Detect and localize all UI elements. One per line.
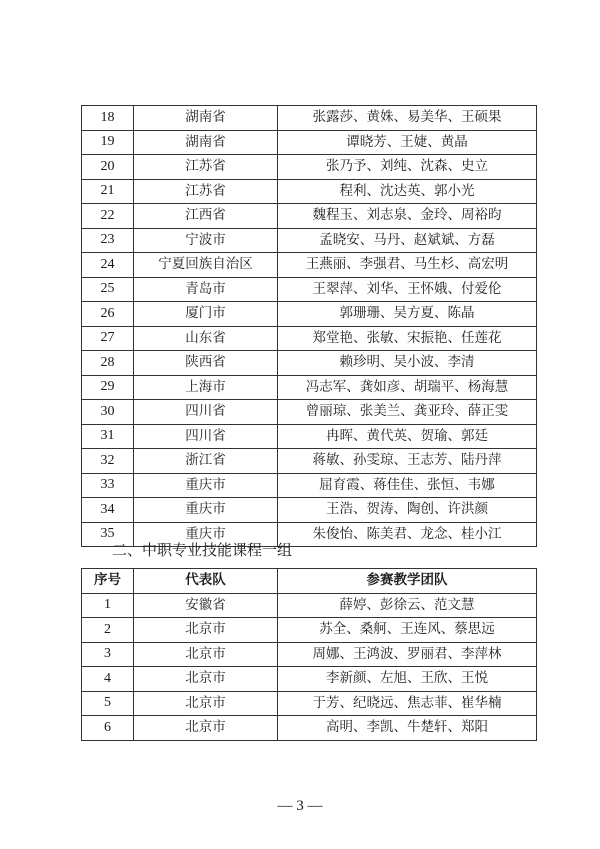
- header-members: 参赛教学团队: [278, 569, 537, 594]
- members-cell: 赖珍明、吴小波、李清: [278, 351, 537, 376]
- members-cell: 周娜、王鸿波、罗丽君、李萍林: [278, 642, 537, 667]
- table-row: [82, 351, 537, 376]
- team-cell: 青岛市: [134, 277, 278, 302]
- team-cell: 北京市: [134, 667, 278, 692]
- serial-number-cell: 18: [82, 106, 134, 131]
- team-cell: 北京市: [134, 716, 278, 741]
- serial-number-cell: 6: [82, 716, 134, 741]
- table-row: [82, 106, 537, 131]
- table-row: [82, 130, 537, 155]
- members-cell: 谭晓芳、王婕、黄晶: [278, 130, 537, 155]
- members-cell: 高明、李凯、牛楚轩、郑阳: [278, 716, 537, 741]
- members-cell: 王燕丽、李强君、马生杉、高宏明: [278, 253, 537, 278]
- serial-number-cell: 2: [82, 618, 134, 643]
- members-cell: 苏全、桑舸、王连风、蔡思远: [278, 618, 537, 643]
- team-cell: 山东省: [134, 326, 278, 351]
- team-cell: 四川省: [134, 424, 278, 449]
- serial-number-cell: 28: [82, 351, 134, 376]
- team-cell: 安徽省: [134, 593, 278, 618]
- members-cell: 朱俊怡、陈美君、龙念、桂小江: [278, 522, 537, 547]
- table-row: [82, 277, 537, 302]
- members-cell: 王浩、贺涛、陶创、许洪颜: [278, 498, 537, 523]
- members-cell: 张乃予、刘纯、沈森、史立: [278, 155, 537, 180]
- members-cell: 孟晓安、马丹、赵斌斌、方磊: [278, 228, 537, 253]
- team-cell: 江苏省: [134, 179, 278, 204]
- team-cell: 湖南省: [134, 130, 278, 155]
- members-cell: 冉晖、黄代英、贺瑜、郭廷: [278, 424, 537, 449]
- serial-number-cell: 21: [82, 179, 134, 204]
- table-row: [82, 667, 537, 692]
- team-cell: 宁波市: [134, 228, 278, 253]
- team-cell: 陕西省: [134, 351, 278, 376]
- table-row: [82, 424, 537, 449]
- table-row: [82, 618, 537, 643]
- serial-number-cell: 3: [82, 642, 134, 667]
- members-cell: 张露莎、黄姝、易美华、王硕果: [278, 106, 537, 131]
- members-cell: 魏程玉、刘志泉、金玲、周裕昀: [278, 204, 537, 229]
- serial-number-cell: 22: [82, 204, 134, 229]
- serial-number-cell: 23: [82, 228, 134, 253]
- team-cell: 湖南省: [134, 106, 278, 131]
- table-row: [82, 449, 537, 474]
- team-cell: 四川省: [134, 400, 278, 425]
- serial-number-cell: 35: [82, 522, 134, 547]
- serial-number-cell: 19: [82, 130, 134, 155]
- team-cell: 重庆市: [134, 473, 278, 498]
- table-row: [82, 155, 537, 180]
- serial-number-cell: 5: [82, 691, 134, 716]
- team-cell: 北京市: [134, 642, 278, 667]
- members-cell: 薛婷、彭徐云、范文慧: [278, 593, 537, 618]
- members-cell: 于芳、纪晓远、焦志菲、崔华楠: [278, 691, 537, 716]
- members-cell: 冯志军、龚如彦、胡瑞平、杨海慧: [278, 375, 537, 400]
- table-row: [82, 204, 537, 229]
- table-row: [82, 716, 537, 741]
- serial-number-cell: 20: [82, 155, 134, 180]
- table-row: [82, 498, 537, 523]
- table-row: [82, 302, 537, 327]
- team-cell: 江西省: [134, 204, 278, 229]
- members-cell: 郭珊珊、吴方夏、陈晶: [278, 302, 537, 327]
- members-cell: 曾丽琼、张美兰、龚亚玲、薛正雯: [278, 400, 537, 425]
- serial-number-cell: 1: [82, 593, 134, 618]
- table-row: [82, 253, 537, 278]
- serial-number-cell: 27: [82, 326, 134, 351]
- page-number: — 3 —: [277, 798, 323, 814]
- members-cell: 郑堂艳、张敏、宋振艳、任莲花: [278, 326, 537, 351]
- members-cell: 李新颜、左旭、王欣、王悦: [278, 667, 537, 692]
- table-row: [82, 400, 537, 425]
- team-cell: 浙江省: [134, 449, 278, 474]
- team-cell: 上海市: [134, 375, 278, 400]
- team-cell: 江苏省: [134, 155, 278, 180]
- team-cell: 宁夏回族自治区: [134, 253, 278, 278]
- header-team: 代表队: [134, 569, 278, 594]
- table-row: [82, 642, 537, 667]
- serial-number-cell: 33: [82, 473, 134, 498]
- team-cell: 厦门市: [134, 302, 278, 327]
- serial-number-cell: 34: [82, 498, 134, 523]
- members-cell: 蒋敏、孙雯琼、王志芳、陆丹萍: [278, 449, 537, 474]
- header-serial-number: 序号: [82, 569, 134, 594]
- team-cell: 重庆市: [134, 522, 278, 547]
- table-row: [82, 179, 537, 204]
- table-row: [82, 473, 537, 498]
- table-header-row: [82, 569, 537, 594]
- serial-number-cell: 4: [82, 667, 134, 692]
- table-row: [82, 691, 537, 716]
- serial-number-cell: 30: [82, 400, 134, 425]
- team-cell: 重庆市: [134, 498, 278, 523]
- team-table-continued: [81, 105, 537, 547]
- table-row: [82, 228, 537, 253]
- serial-number-cell: 32: [82, 449, 134, 474]
- table-row: [82, 375, 537, 400]
- table-row: [82, 593, 537, 618]
- table-row: [82, 326, 537, 351]
- serial-number-cell: 25: [82, 277, 134, 302]
- serial-number-cell: 26: [82, 302, 134, 327]
- team-cell: 北京市: [134, 618, 278, 643]
- section-heading: 二、中职专业技能课程一组: [112, 541, 293, 559]
- members-cell: 程利、沈达英、郭小光: [278, 179, 537, 204]
- members-cell: 屈育霞、蒋佳佳、张恒、韦娜: [278, 473, 537, 498]
- serial-number-cell: 24: [82, 253, 134, 278]
- members-cell: 王翠萍、刘华、王怀娥、付爱伦: [278, 277, 537, 302]
- team-table-secondary-skills-group-1: [81, 568, 537, 741]
- team-cell: 北京市: [134, 691, 278, 716]
- serial-number-cell: 31: [82, 424, 134, 449]
- serial-number-cell: 29: [82, 375, 134, 400]
